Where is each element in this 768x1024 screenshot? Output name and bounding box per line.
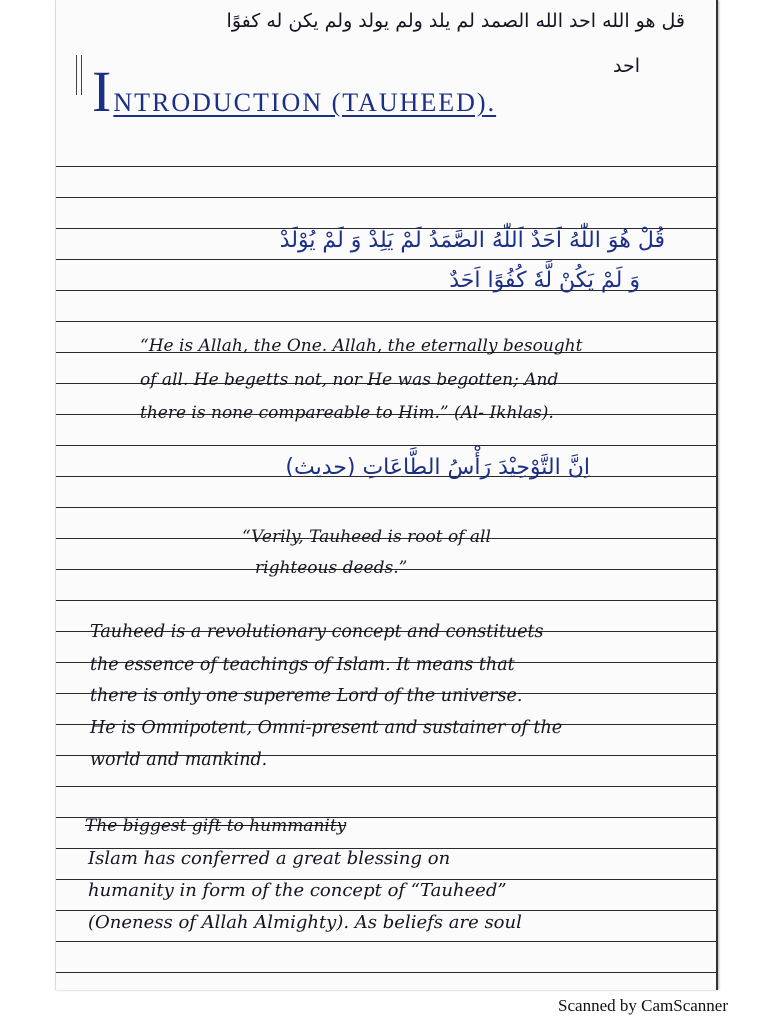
paragraph-2-line-2: humanity in form of the concept of “Tauheed” [88, 880, 507, 901]
title-rest: NTRODUCTION (TAUHEED). [113, 88, 497, 117]
paragraph-1-line-2: the essence of teachings of Islam. It means that [90, 655, 515, 675]
scanner-watermark: Scanned by CamScanner [558, 996, 728, 1015]
paragraph-1-line-5: world and mankind. [90, 750, 268, 770]
notebook-page [55, 0, 718, 990]
struck-subheading: The biggest gift to hummanity [85, 816, 347, 836]
hadith-translation-line-1: “Verily, Tauheed is root of all [242, 527, 491, 547]
translation-line-3: there is none compareable to Him.” (Al- Ikhlas). [140, 403, 554, 423]
top-arabic-line-1: قل هو الله احد الله الصمد لم يلد ولم يولد ولم يكن له كفوًا [226, 10, 685, 32]
paragraph-1-line-3: there is only one supereme Lord of the universe. [90, 686, 523, 706]
hadith-translation-line-2: righteous deeds.” [255, 558, 408, 578]
hadith-arabic: اِنَّ التَّوْحِيْدَ رَأْسُ الطَّاعَاتِ (حديث) [285, 455, 590, 480]
verse-line-2: وَ لَمْ يَكُنْ لَّهٗ كُفُوًا اَحَدٌ [449, 268, 640, 293]
title-initial: I [92, 59, 114, 124]
top-arabic-line-2: احد [613, 55, 640, 77]
page-title [92, 58, 496, 125]
paragraph-2-line-3: (Oneness of Allah Almighty). As beliefs are soul [88, 912, 522, 933]
translation-line-2: of all. He begetts not, nor He was begotten; And [140, 370, 559, 390]
paragraph-1-line-1: Tauheed is a revolutionary concept and constituets [90, 622, 544, 642]
margin-mark [76, 55, 82, 95]
paragraph-2-line-1: Islam has conferred a great blessing on [88, 848, 451, 869]
paragraph-1-line-4: He is Omnipotent, Omni-present and sustainer of the [90, 718, 563, 738]
verse-line-1: قُلْ هُوَ اللّٰهُ اَحَدٌ اَللّٰهُ الصَّمَدُ لَمْ يَلِدْ وَ لَمْ يُوْلَدْ [279, 228, 665, 253]
translation-line-1: “He is Allah, the One. Allah, the eternally besought [140, 336, 583, 356]
